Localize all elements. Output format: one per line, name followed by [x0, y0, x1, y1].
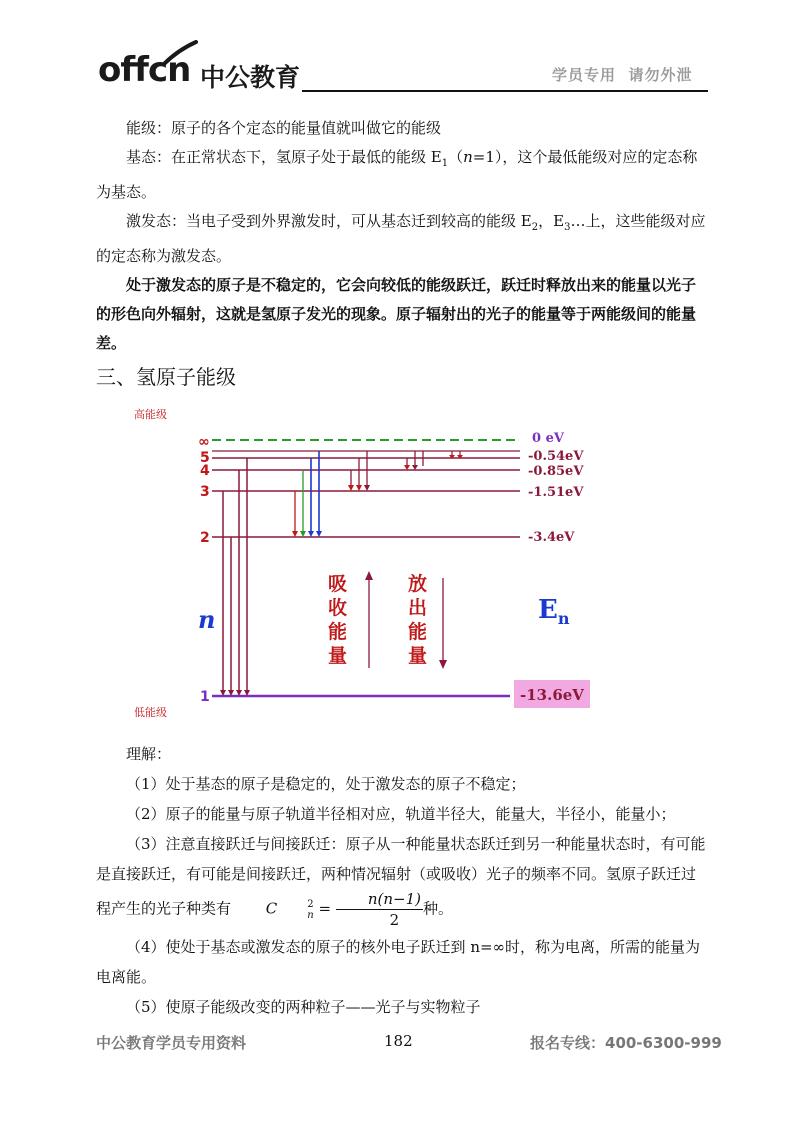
- axis-label-n: n: [198, 605, 216, 634]
- absorb-char-1: 吸: [328, 573, 348, 595]
- label-high-level: 高能级: [134, 408, 167, 421]
- emission-explanation: 处于激发态的原子是不稳定的，它会向较低的能级跃迁，跃迁时释放出来的能量以光子的形色向外辐射，这就是氢原子发光的现象。原子辐射出的光子的能量等于两能级间的能量差。: [96, 276, 697, 352]
- absorb-char-2: 收: [328, 597, 348, 619]
- energy-label-infinity: 0 eV: [532, 431, 564, 446]
- footer-hotline: 报名专线：400-6300-999: [530, 1034, 722, 1052]
- level-n-infinity: ∞: [198, 434, 210, 450]
- section-title: 三、氢原子能级: [96, 365, 236, 389]
- level-n-1: 1: [200, 689, 210, 705]
- energy-label-1: -13.6eV: [520, 686, 584, 704]
- footer-left-text: 中公教育学员专用资料: [96, 1034, 247, 1052]
- logo-chinese-name: 中公教育: [200, 63, 301, 92]
- header-rule: [302, 90, 708, 92]
- absorb-char-4: 量: [328, 645, 348, 667]
- axis-label-en: $E_n$: [538, 595, 570, 628]
- emit-char-2: 出: [408, 597, 428, 619]
- definition-energy-level: 能级：原子的各个定态的能量值就叫做它的能级: [126, 119, 442, 137]
- intro-block: [96, 114, 708, 358]
- level-n-5: 5: [200, 450, 210, 466]
- level-n-4: 4: [200, 463, 210, 479]
- understanding-title: 理解：: [126, 745, 172, 763]
- understanding-item-3: （3）注意直接跃迁与间接跃迁：原子从一种能量状态跃迁到另一种能量状态时，有可能是直接跃迁，有可能是间接跃迁，两种情况辐射（或吸收）光子的频率不同。氢原子跃迁过程产生的光子种类有 C 2 n = $\frac{n(n-1)}{2}$ 种。: [96, 835, 706, 929]
- definition-ground-state: 基态：在正常状态下，氢原子处于最低的能级 $E_1(n=1)$，这个最低能级对应的定态称为基态。: [96, 148, 698, 201]
- emit-char-4: 量: [408, 645, 428, 667]
- emit-char-1: 放: [408, 573, 428, 595]
- header-notice: 学员专用 请勿外泄: [552, 66, 693, 84]
- understanding-item-1: （1）处于基态的原子是稳定的，处于激发态的原子不稳定；: [126, 775, 526, 793]
- energy-level-diagram: [120, 400, 600, 730]
- energy-label-4: -0.85eV: [528, 464, 584, 479]
- absorb-char-3: 能: [328, 621, 348, 643]
- energy-label-2: -3.4eV: [528, 530, 575, 545]
- understanding-item-5: （5）使原子能级改变的两种粒子——光子与实物粒子: [126, 998, 481, 1016]
- energy-label-3: -1.51eV: [528, 485, 584, 500]
- emit-char-3: 能: [408, 621, 428, 643]
- understanding-item-2: （2）原子的能量与原子轨道半径相对应，轨道半径大，能量大，半径小，能量小；: [126, 805, 676, 823]
- label-low-level: 低能级: [134, 706, 167, 719]
- page-number: 182: [384, 1032, 413, 1050]
- understanding-item-4: （4）使处于基态或激发态的原子的核外电子跃迁到 n=∞时，称为电离，所需的能量为电离能。: [96, 938, 701, 986]
- definition-excited-state: 激发态：当电子受到外界激发时，可从基态迁到较高的能级 $E_2$，$E_3\dots$上，这些能级对应的定态称为激发态。: [96, 212, 706, 265]
- level-n-3: 3: [200, 484, 210, 500]
- understanding-block: [96, 739, 708, 1022]
- energy-label-5: -0.54eV: [528, 449, 584, 464]
- logo-wordmark: offcn: [98, 50, 191, 90]
- combination-formula: C 2 n = $\frac{n(n-1)}{2}$: [265, 890, 422, 929]
- level-n-2: 2: [200, 530, 210, 546]
